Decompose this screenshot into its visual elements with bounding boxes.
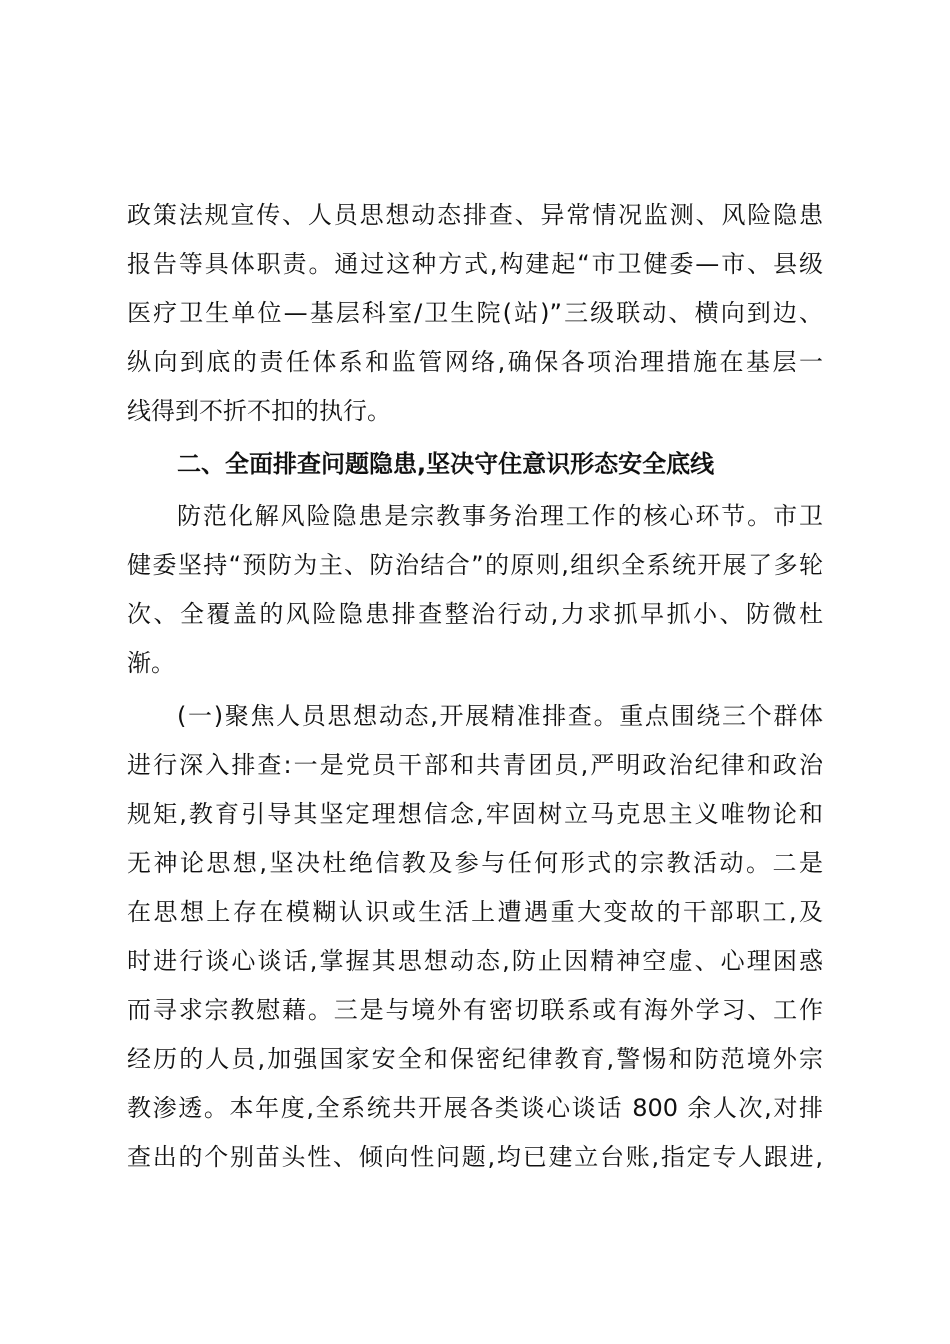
text-line: 教渗透。本年度,全系统共开展各类谈心谈话 800 余人次,对排 [127,1094,823,1122]
section-heading: 二、全面排查问题隐患,坚决守住意识形态安全底线 [177,450,715,478]
text-line: 经历的人员,加强国家安全和保密纪律教育,警惕和防范境外宗 [127,1045,823,1073]
text-line: 规矩,教育引导其坚定理想信念,牢固树立马克思主义唯物论和 [127,800,823,828]
text-line: (一)聚焦人员思想动态,开展精准排查。重点围绕三个群体 [177,702,823,730]
text-line: 时进行谈心谈话,掌握其思想动态,防止因精神空虚、心理困惑 [127,947,823,975]
text-line: 进行深入排查:一是党员干部和共青团员,严明政治纪律和政治 [127,751,823,779]
text-line: 健委坚持“预防为主、防治结合”的原则,组织全系统开展了多轮 [127,551,823,579]
text-line: 医疗卫生单位—基层科室/卫生院(站)”三级联动、横向到边、 [127,299,823,327]
text-line: 在思想上存在模糊认识或生活上遭遇重大变故的干部职工,及 [127,898,823,926]
text-line: 查出的个别苗头性、倾向性问题,均已建立台账,指定专人跟进, [127,1143,823,1171]
text-line: 政策法规宣传、人员思想动态排查、异常情况监测、风险隐患 [127,201,823,229]
text-line: 线得到不折不扣的执行。 [127,397,391,425]
paragraph-responsibilities [127,191,823,436]
text-line: 报告等具体职责。通过这种方式,构建起“市卫健委—市、县级 [127,250,823,278]
text-line: 纵向到底的责任体系和监管网络,确保各项治理措施在基层一 [127,348,823,376]
text-line: 而寻求宗教慰藉。三是与境外有密切联系或有海外学习、工作 [127,996,823,1024]
text-line: 次、全覆盖的风险隐患排查整治行动,力求抓早抓小、防微杜 [127,600,823,628]
text-line: 渐。 [127,649,175,677]
text-line: 无神论思想,坚决杜绝信教及参与任何形式的宗教活动。二是 [127,849,823,877]
text-line: 防范化解风险隐患是宗教事务治理工作的核心环节。市卫 [177,502,823,530]
document-page [127,191,823,1186]
paragraph-risk-prevention [127,492,823,688]
paragraph-personnel-screening [127,692,823,1182]
